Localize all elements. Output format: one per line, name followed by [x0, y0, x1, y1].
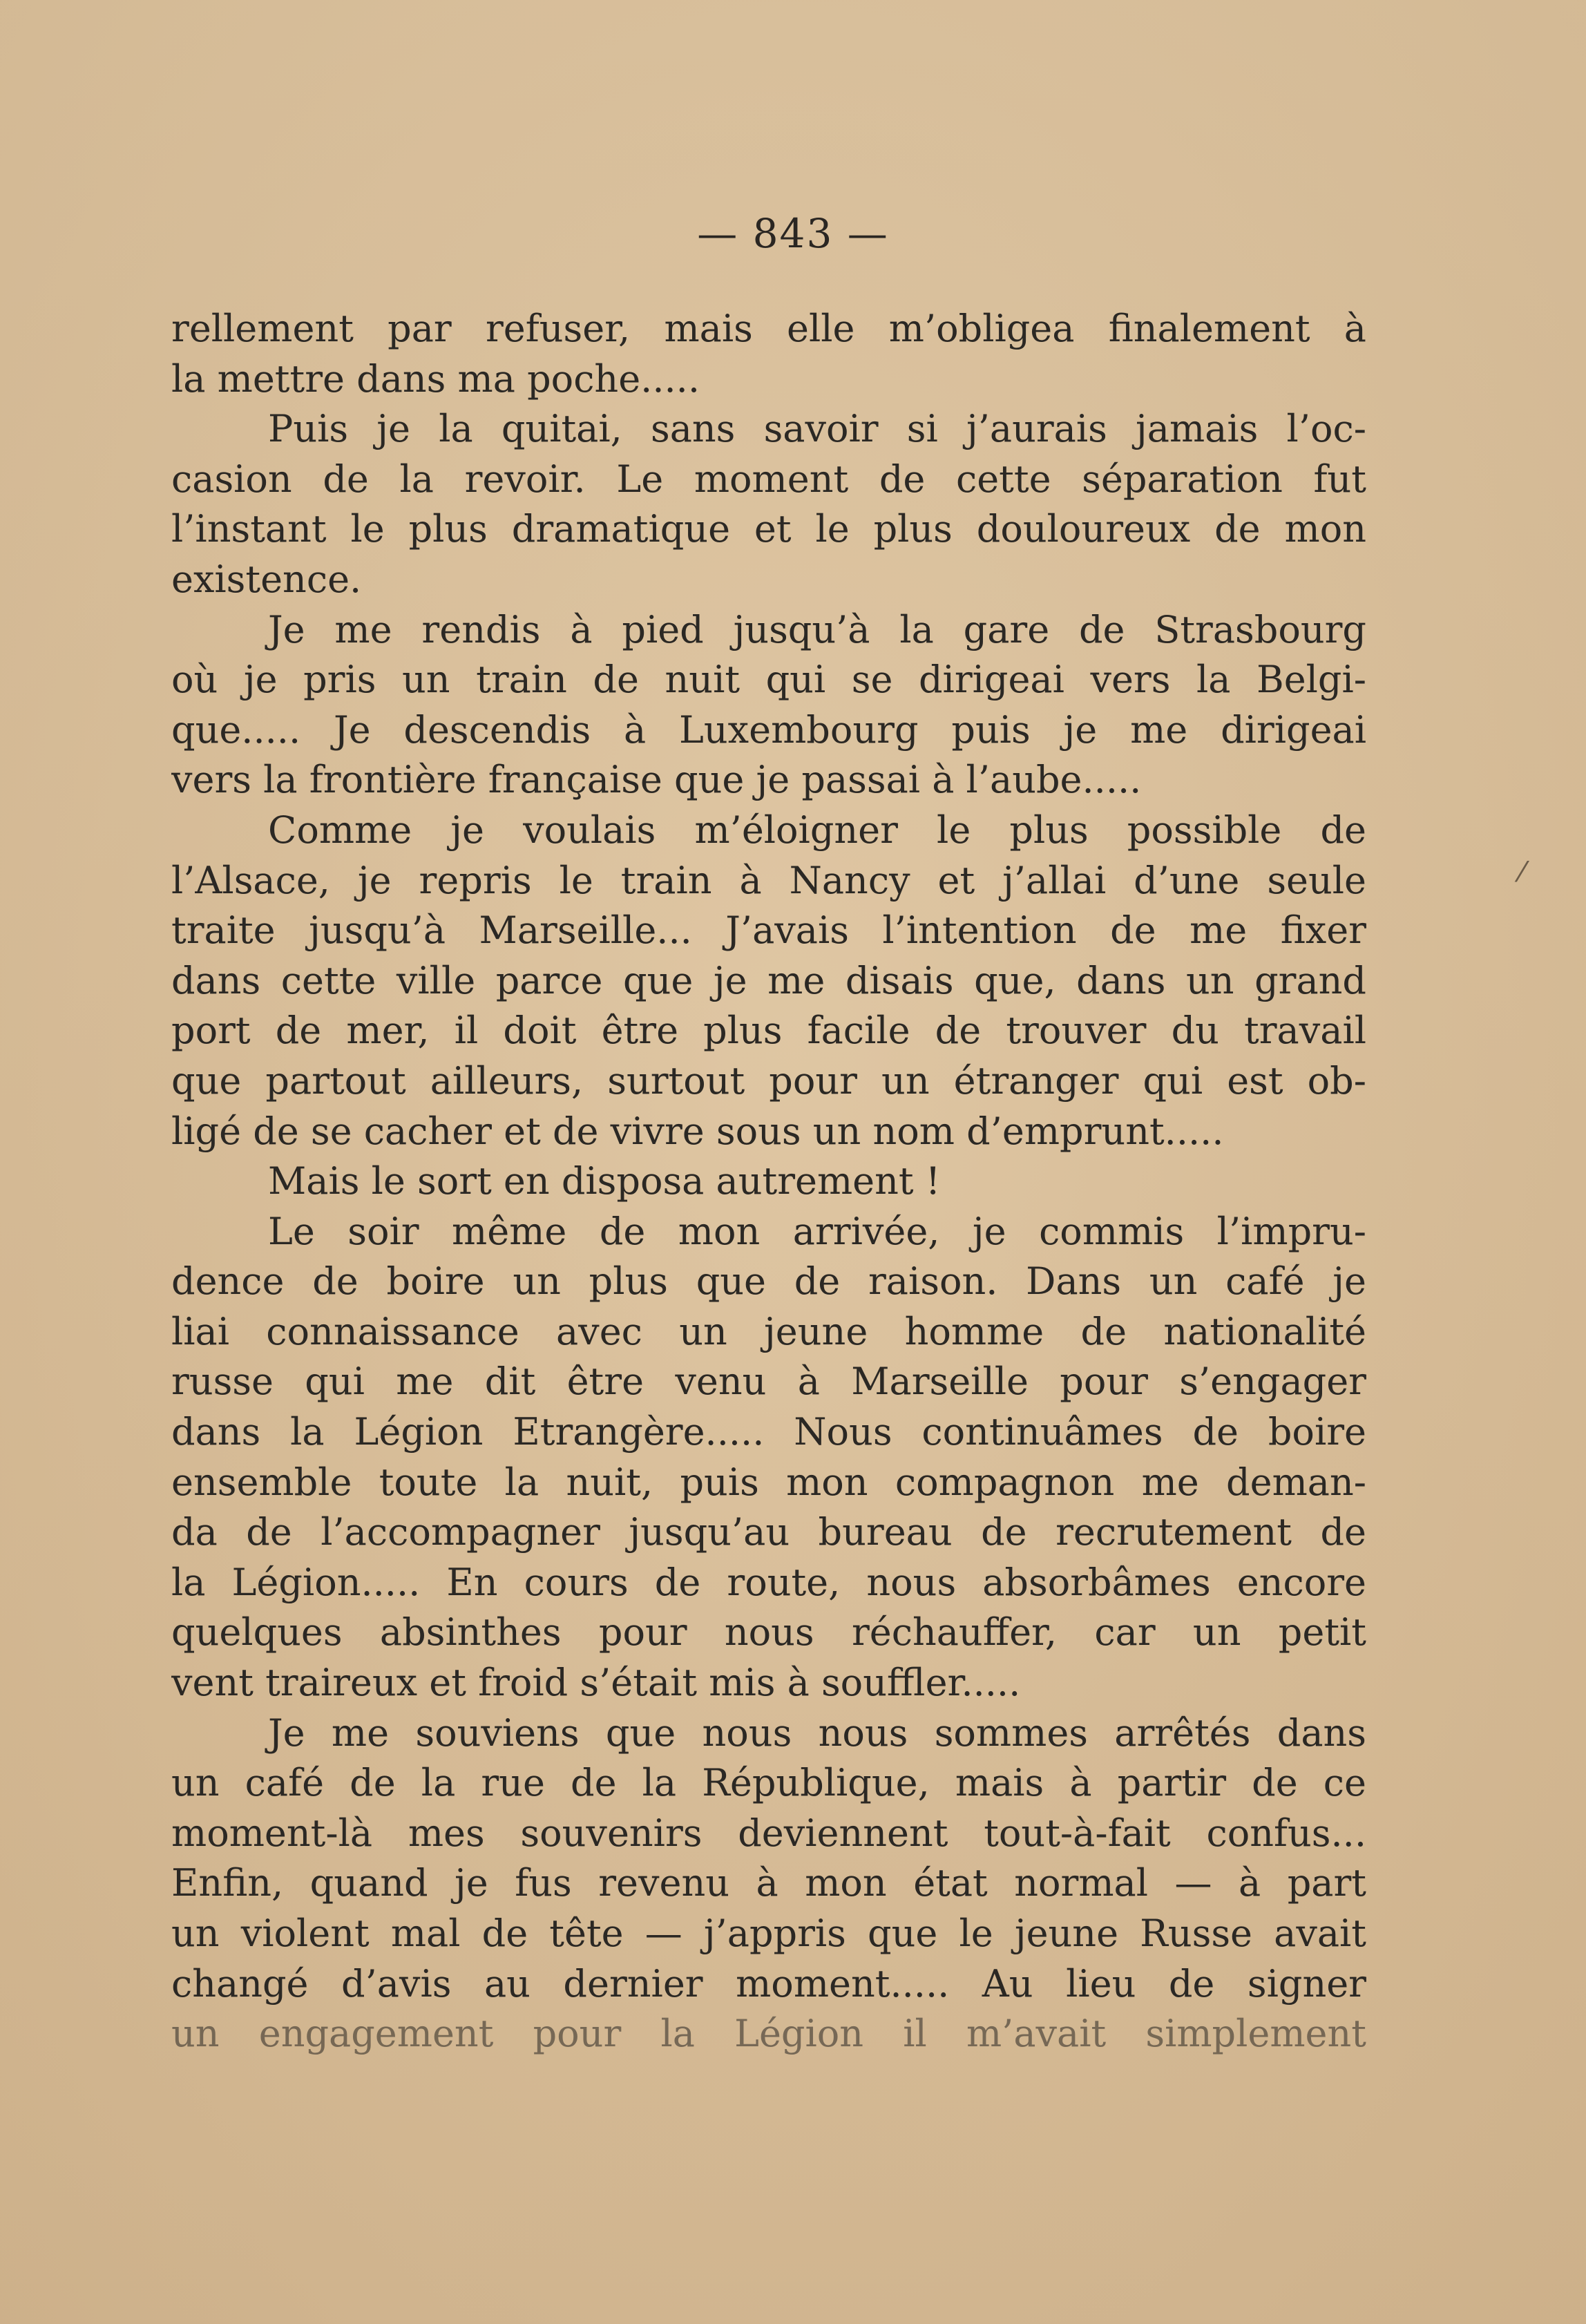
- text-line: un café de la rue de la République, mais à partir de ce: [171, 1761, 1366, 1805]
- body-text: [171, 304, 1366, 2059]
- text-line: changé d’avis au dernier moment..... Au lieu de signer: [171, 1961, 1366, 2006]
- text-line: russe qui me dit être venu à Marseille pour s’engager: [171, 1360, 1366, 1404]
- text-line: rellement par refuser, mais elle m’obligea finalement à: [171, 307, 1366, 350]
- margin-mark: ⁄: [1520, 857, 1525, 888]
- text-line: traite jusqu’à Marseille... J’avais l’intention de me fixer: [171, 908, 1366, 953]
- text-line: dans la Légion Etrangère..... Nous continuâmes de boire: [171, 1410, 1366, 1454]
- text-line: l’Alsace, je repris le train à Nancy et j’allai d’une seule: [171, 858, 1366, 902]
- text-line: quelques absinthes pour nous réchauffer, car un petit: [171, 1610, 1366, 1655]
- page-number: — 843 —: [697, 210, 889, 257]
- text-line: ensemble toute la nuit, puis mon compagnon me deman-: [171, 1460, 1366, 1504]
- text-line: Mais le sort en disposa autrement !: [268, 1159, 941, 1203]
- text-line: la Légion..... En cours de route, nous absorbâmes encore: [171, 1560, 1366, 1604]
- text-line: Je me rendis à pied jusqu’à la gare de Strasbourg: [268, 607, 1366, 651]
- text-line: dence de boire un plus que de raison. Dans un café je: [171, 1259, 1366, 1304]
- text-line: ligé de se cacher et de vivre sous un nom d’emprunt.....: [171, 1109, 1224, 1153]
- text-line: da de l’accompagner jusqu’au bureau de recrutement de: [171, 1510, 1366, 1554]
- text-line: Comme je voulais m’éloigner le plus possible de: [268, 808, 1366, 852]
- text-line: l’instant le plus dramatique et le plus douloureux de mon: [171, 507, 1366, 551]
- text-line: un violent mal de tête — j’appris que le jeune Russe avait: [171, 1912, 1366, 1955]
- text-line: moment-là mes souvenirs deviennent tout-à-fait confus...: [171, 1811, 1366, 1855]
- text-line: Enfin, quand je fus revenu à mon état normal — à part: [171, 1861, 1366, 1905]
- text-line: vers la frontière française que je passai à l’aube.....: [171, 758, 1142, 802]
- text-line: port de mer, il doit être plus facile de trouver du travail: [171, 1009, 1366, 1053]
- text-line: la mettre dans ma poche.....: [171, 356, 700, 401]
- text-line: Je me souviens que nous nous sommes arrêtés dans: [268, 1711, 1366, 1755]
- text-line: Le soir même de mon arrivée, je commis l’impru-: [268, 1209, 1366, 1253]
- text-line: vent traireux et froid s’était mis à souffler.....: [171, 1661, 1021, 1705]
- text-line: dans cette ville parce que je me disais que, dans un grand: [171, 958, 1366, 1002]
- text-line: que..... Je descendis à Luxembourg puis je me dirigeai: [171, 707, 1366, 752]
- text-line: casion de la revoir. Le moment de cette séparation fut: [171, 457, 1366, 501]
- text-line: liai connaissance avec un jeune homme de nationalité: [171, 1309, 1366, 1353]
- text-line: existence.: [171, 557, 362, 601]
- text-line: où je pris un train de nuit qui se dirigeai vers la Belgi-: [171, 658, 1366, 702]
- text-line: que partout ailleurs, surtout pour un étranger qui est ob-: [171, 1058, 1366, 1103]
- text-line: un engagement pour la Légion il m’avait simplement: [171, 2012, 1366, 2056]
- text-line: Puis je la quitai, sans savoir si j’aurais jamais l’oc-: [268, 407, 1366, 451]
